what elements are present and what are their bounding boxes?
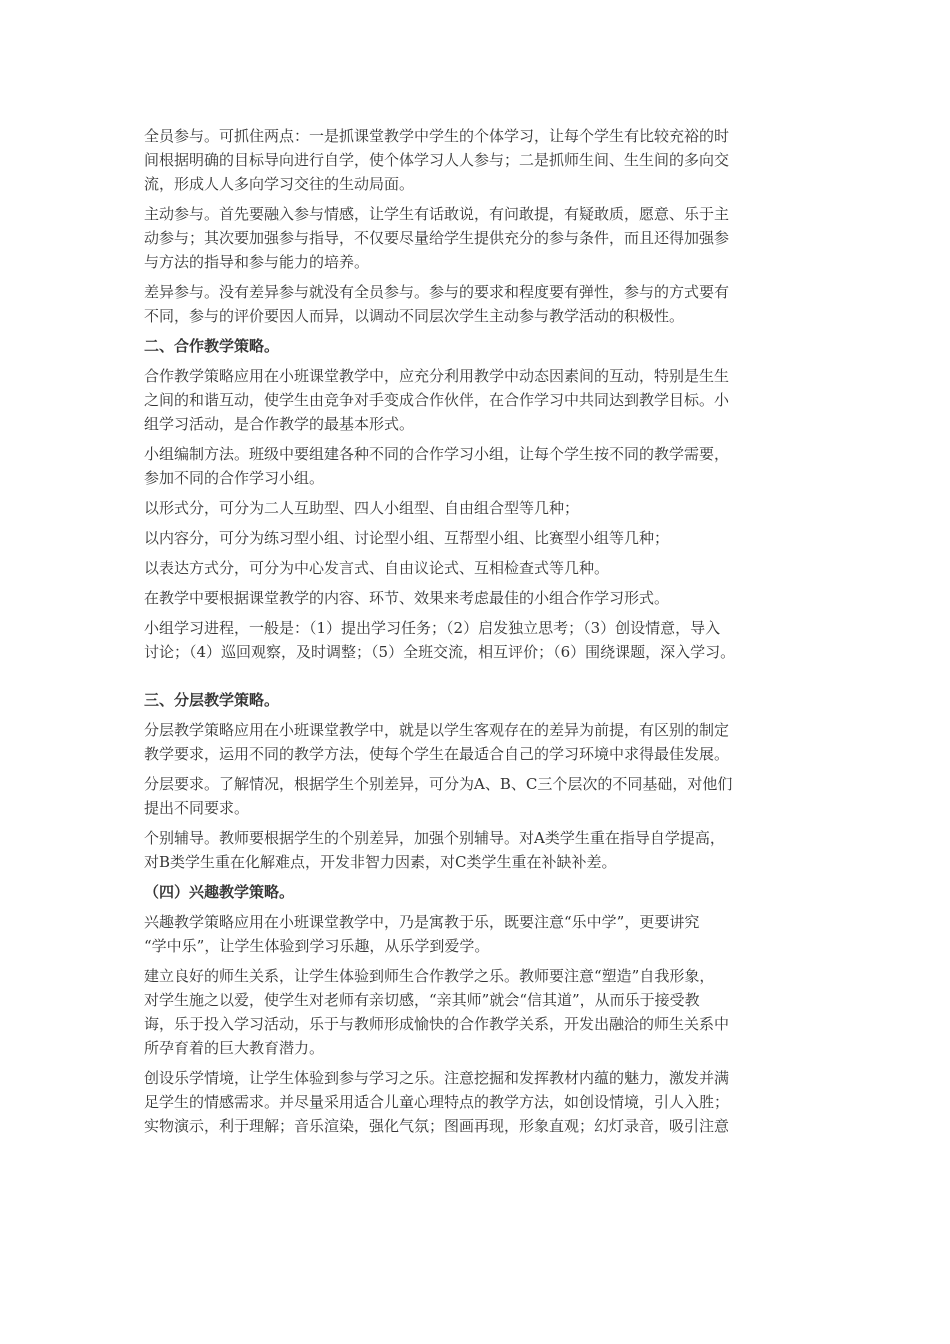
paragraph-interest-intro: 兴趣教学策略应用在小班课堂教学中，乃是寓教于乐，既要注意“乐中学”，更要讲究 “学中乐”，让学生体验到学习乐趣，从乐学到爱学。 [144, 913, 700, 955]
paragraph-active-participation: 主动参与。首先要融入参与情感，让学生有话敢说，有问敢提，有疑敢质，愿意、乐于主 动参与；其次要加强参与指导，不仅要尽量给学生提供充分的参与条件，而且还得加强参 与方法的指导和参与能力的培养。 [144, 205, 730, 271]
paragraph-group-formation: 小组编制方法。班级中要组建各种不同的合作学习小组，让每个学生按不同的教学需要， 参加不同的合作学习小组。 [144, 445, 730, 487]
paragraph-group-process: 小组学习进程，一般是：（1）提出学习任务；（2）启发独立思考；（3）创设情意，导入 讨论；（4）巡回观察，及时调整；（5）全班交流，相互评价；（6）围绕课题，深入学习。 [144, 619, 736, 661]
paragraph-full-participation: 全员参与。可抓住两点：一是抓课堂教学中学生的个体学习，让每个学生有比较充裕的时 间根据明确的目标导向进行自学，使个体学习人人参与；二是抓师生间、生生间的多向交 流，形成人人多向学习交往的生动局面。 [144, 127, 730, 193]
paragraph-teacher-student-relation: 建立良好的师生关系，让学生体验到师生合作教学之乐。教师要注意“塑造”自我形象， 对学生施之以爱，使学生对老师有亲切感，“亲其师”就会“信其道”，从而乐于接受教 诲，乐于投入学习活动，乐于与教师形成愉快的合作教学关系，开发出融洽的师生关系中 所孕育着的巨大教育潜力。 [144, 967, 730, 1057]
paragraph-layered-intro: 分层教学策略应用在小班课堂教学中，就是以学生客观存在的差异为前提，有区别的制定 教学要求，运用不同的教学方法，使每个学生在最适合自己的学习环境中求得最佳发展。 [144, 721, 730, 763]
heading-cooperative-strategy: 二、合作教学策略。 [144, 337, 280, 355]
paragraph-differential-participation: 差异参与。没有差异参与就没有全员参与。参与的要求和程度要有弹性，参与的方式要有 不同，参与的评价要因人而异，以调动不同层次学生主动参与教学活动的积极性。 [144, 283, 730, 325]
heading-layered-strategy: 三、分层教学策略。 [144, 691, 280, 709]
paragraph-cooperative-intro: 合作教学策略应用在小班课堂教学中，应充分利用教学中动态因素间的互动，特别是生生 之间的和谐互动，使学生由竞争对手变成合作伙伴，在合作学习中共同达到教学目标。小 组学习活动，是合作教学的最基本形式。 [144, 367, 730, 433]
paragraph-by-content: 以内容分，可分为练习型小组、讨论型小组、互帮型小组、比赛型小组等几种； [144, 529, 670, 547]
document-body [144, 124, 824, 1144]
paragraph-learning-situation: 创设乐学情境，让学生体验到参与学习之乐。注意挖掘和发挥教材内蕴的魅力，激发并满 足学生的情感需求。并尽量采用适合儿童心理特点的教学方法，如创设情境，引人入胜； 实物演示，利于理解；音乐渲染，强化气氛；图画再现，形象直观；幻灯录音，吸引注意 [144, 1069, 730, 1135]
heading-interest-strategy: （四）兴趣教学策略。 [144, 883, 295, 901]
blank-line [144, 670, 824, 688]
paragraph-best-form: 在教学中要根据课堂教学的内容、环节、效果来考虑最佳的小组合作学习形式。 [144, 589, 670, 607]
paragraph-by-form: 以形式分，可分为二人互助型、四人小组型、自由组合型等几种； [144, 499, 580, 517]
paragraph-layered-requirements: 分层要求。了解情况，根据学生个别差异，可分为A、B、C三个层次的不同基础，对他们 提出不同要求。 [144, 775, 733, 817]
paragraph-by-expression: 以表达方式分，可分为中心发言式、自由议论式、互相检查式等几种。 [144, 559, 610, 577]
paragraph-individual-tutoring: 个别辅导。教师要根据学生的个别差异，加强个别辅导。对A类学生重在指导自学提高， 对B类学生重在化解难点，开发非智力因素，对C类学生重在补缺补差。 [144, 829, 725, 871]
